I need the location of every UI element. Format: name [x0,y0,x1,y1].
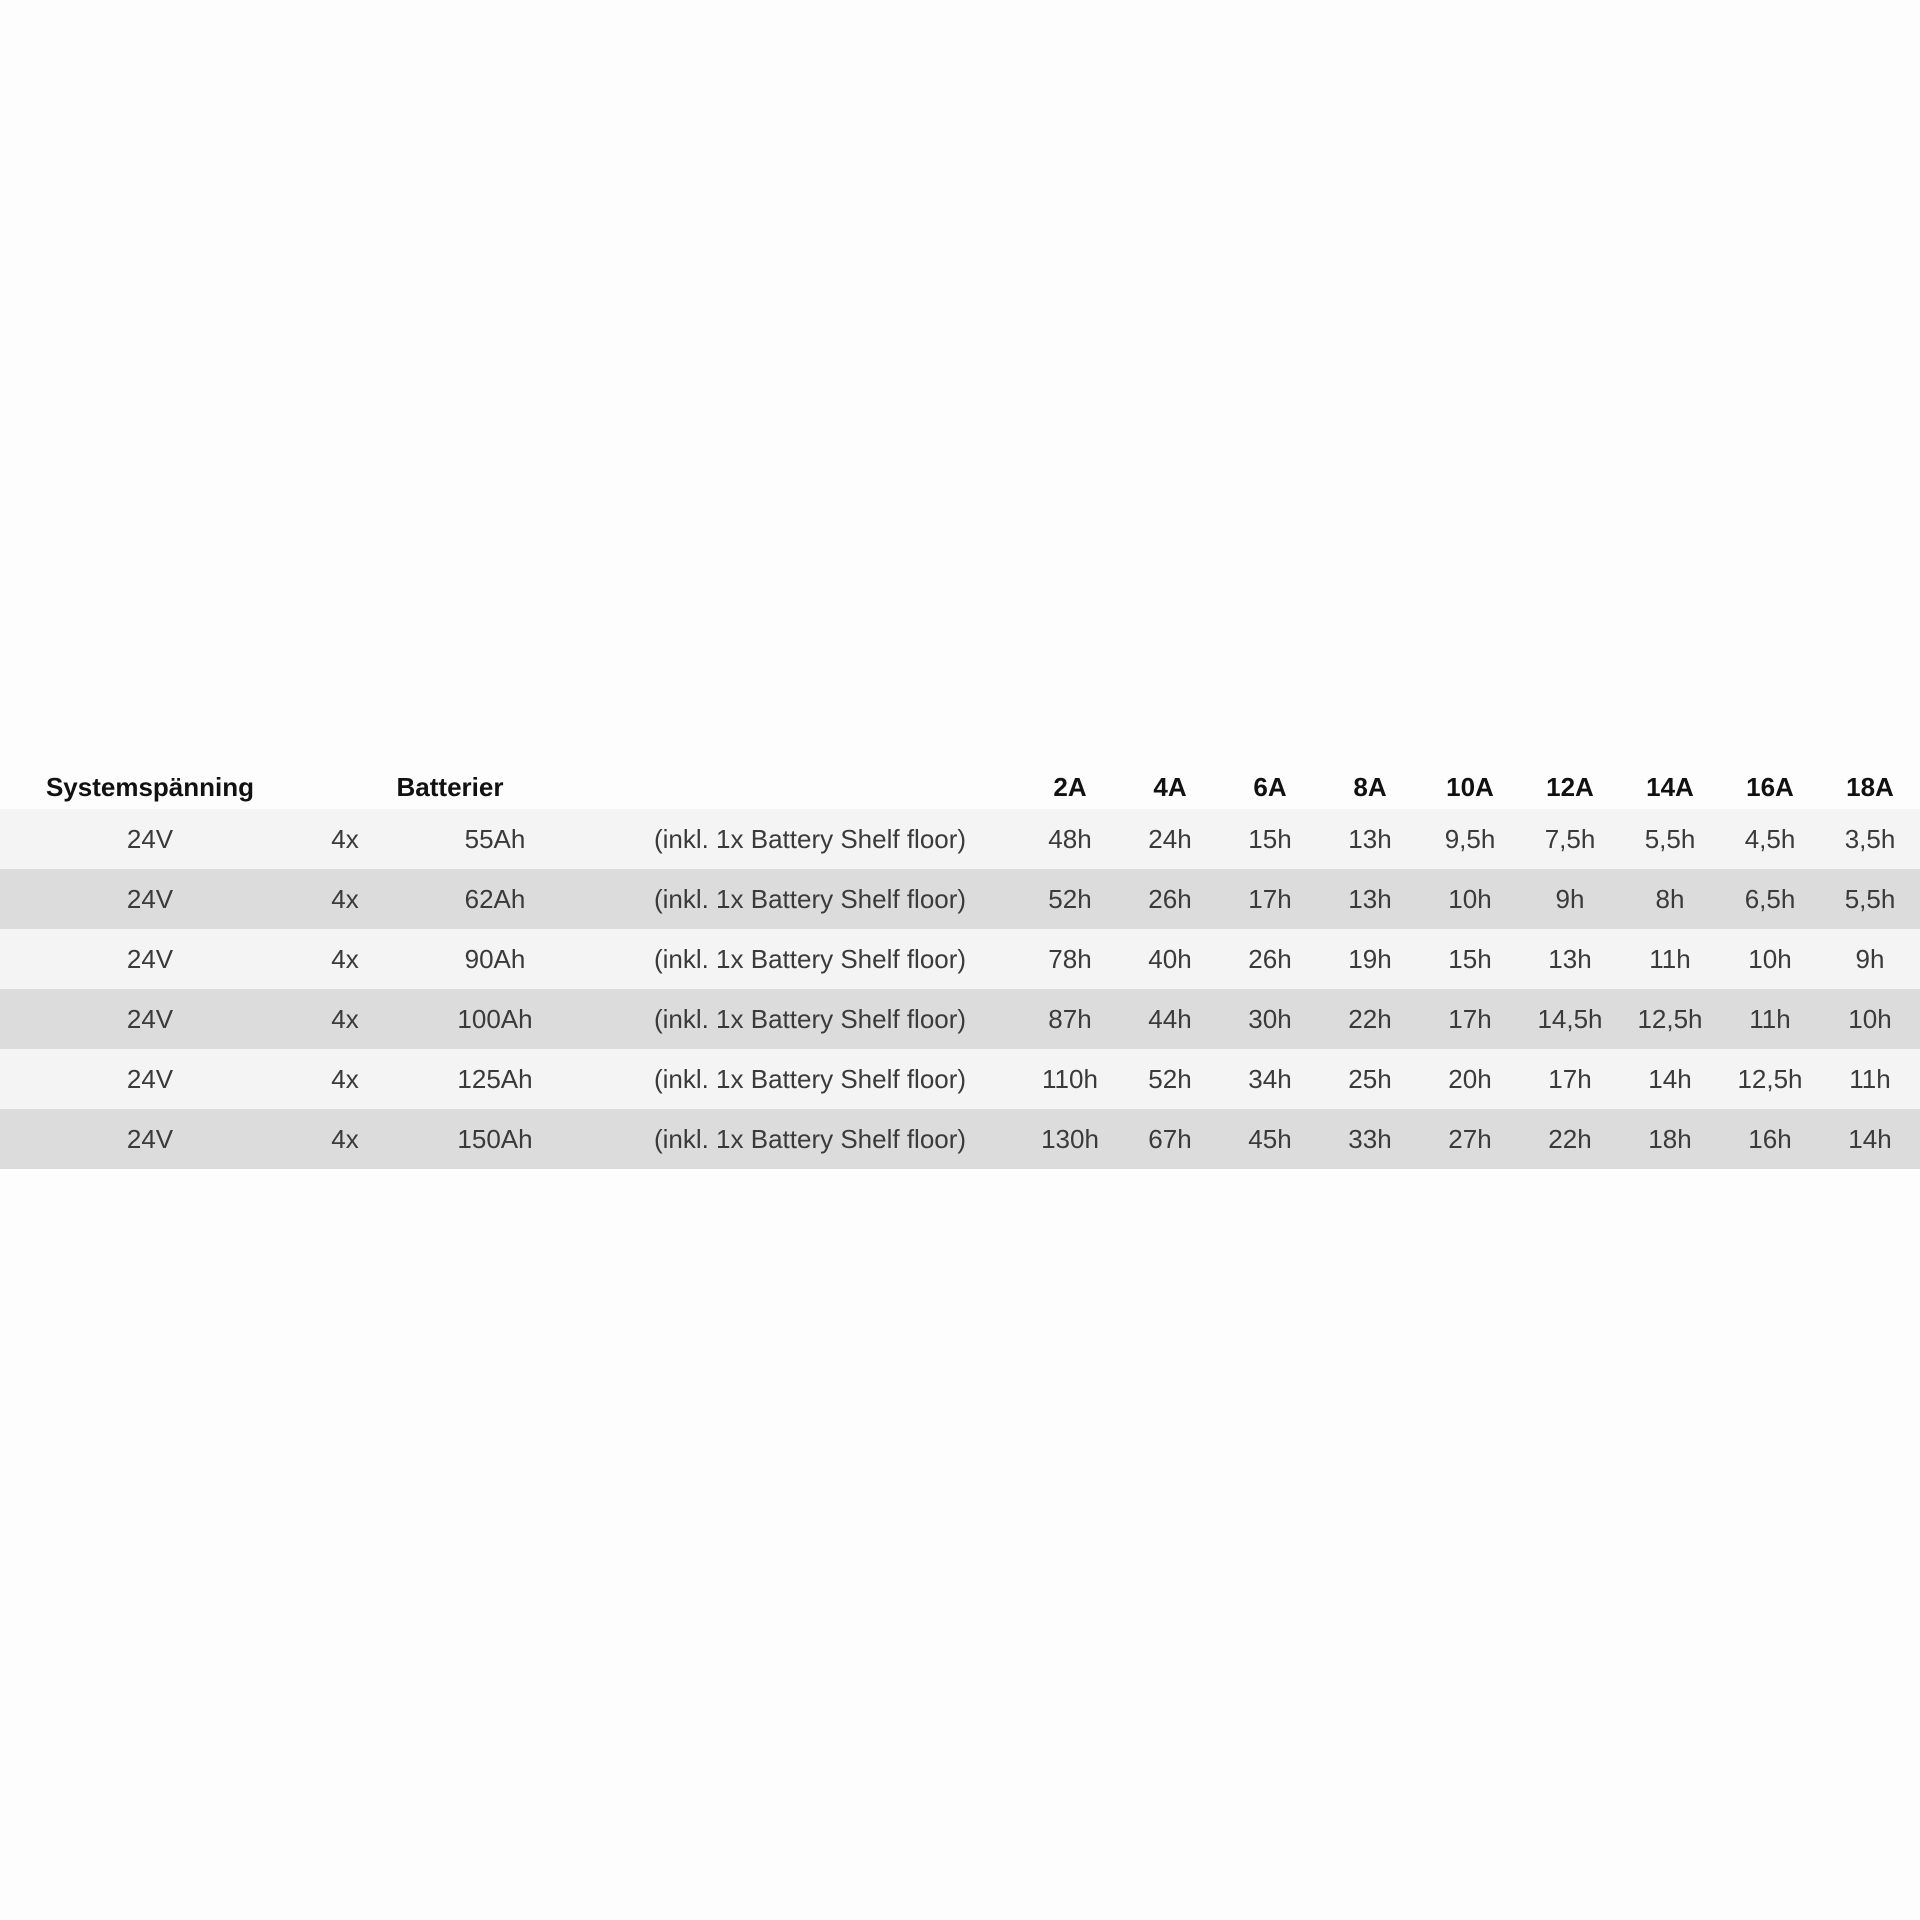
cell-runtime: 44h [1148,1003,1192,1034]
cell-runtime: 10h [1748,943,1792,974]
table-row [0,1049,1920,1109]
header-batteries: Batterier [396,772,504,802]
cell-battery-capacity: 125Ah [457,1063,533,1094]
cell-runtime: 26h [1148,883,1192,914]
cell-voltage: 24V [126,883,174,914]
cell-runtime: 13h [1348,883,1392,914]
cell-runtime: 7,5h [1544,823,1596,854]
header-current: 14A [1646,772,1694,802]
cell-runtime: 20h [1448,1063,1492,1094]
cell-runtime: 3,5h [1844,823,1896,854]
cell-runtime: 15h [1448,943,1492,974]
cell-runtime: 11h [1849,1063,1891,1094]
cell-runtime: 22h [1348,1003,1392,1034]
cell-battery-count: 4x [331,1063,359,1094]
cell-note: (inkl. 1x Battery Shelf floor) [653,943,967,974]
cell-runtime: 26h [1248,943,1292,974]
cell-battery-count: 4x [331,943,359,974]
header-current: 10A [1446,772,1494,802]
cell-runtime: 67h [1148,1123,1192,1154]
cell-voltage: 24V [126,1003,174,1034]
cell-runtime: 40h [1148,943,1192,974]
cell-runtime: 110h [1042,1063,1098,1094]
cell-runtime: 130h [1041,1123,1099,1154]
cell-runtime: 48h [1048,823,1092,854]
cell-runtime: 25h [1348,1063,1392,1094]
cell-runtime: 8h [1655,883,1685,914]
cell-battery-count: 4x [331,823,359,854]
cell-runtime: 24h [1148,823,1192,854]
cell-runtime: 5,5h [1844,883,1896,914]
cell-runtime: 9,5h [1444,823,1496,854]
cell-runtime: 87h [1048,1003,1092,1034]
header-current: 4A [1153,772,1187,802]
cell-battery-capacity: 90Ah [464,943,526,974]
cell-battery-capacity: 150Ah [457,1123,533,1154]
cell-battery-count: 4x [331,1003,359,1034]
cell-runtime: 14h [1648,1063,1692,1094]
header-system-voltage: Systemspänning [45,772,255,802]
cell-voltage: 24V [126,1063,174,1094]
cell-runtime: 19h [1348,943,1392,974]
cell-runtime: 30h [1248,1003,1292,1034]
table-body [0,809,1920,1169]
cell-runtime: 45h [1248,1123,1292,1154]
table-row [0,869,1920,929]
header-current: 8A [1353,772,1387,802]
cell-note: (inkl. 1x Battery Shelf floor) [653,1123,967,1154]
header-current: 2A [1053,772,1087,802]
cell-runtime: 14h [1848,1123,1892,1154]
cell-runtime: 13h [1348,823,1392,854]
header-current: 12A [1546,772,1594,802]
cell-battery-capacity: 62Ah [464,883,526,914]
cell-runtime: 10h [1448,883,1492,914]
cell-runtime: 17h [1548,1063,1592,1094]
cell-runtime: 11h [1649,943,1691,974]
cell-runtime: 52h [1048,883,1092,914]
table-row [0,989,1920,1049]
cell-runtime: 17h [1448,1003,1492,1034]
cell-runtime: 9h [1555,883,1585,914]
cell-voltage: 24V [126,943,174,974]
cell-runtime: 16h [1748,1123,1792,1154]
header-current: 16A [1746,772,1794,802]
cell-runtime: 11h [1749,1003,1791,1034]
cell-note: (inkl. 1x Battery Shelf floor) [653,1003,967,1034]
cell-runtime: 17h [1248,883,1292,914]
cell-runtime: 78h [1048,943,1092,974]
cell-runtime: 9h [1855,943,1885,974]
cell-note: (inkl. 1x Battery Shelf floor) [653,1063,967,1094]
cell-runtime: 12,5h [1737,1063,1803,1094]
cell-runtime: 6,5h [1744,883,1796,914]
cell-battery-count: 4x [331,1123,359,1154]
cell-runtime: 15h [1248,823,1292,854]
table-row [0,809,1920,869]
cell-runtime: 34h [1248,1063,1292,1094]
cell-voltage: 24V [126,823,174,854]
cell-runtime: 27h [1448,1123,1492,1154]
cell-battery-capacity: 100Ah [457,1003,533,1034]
cell-runtime: 14,5h [1537,1003,1603,1034]
cell-runtime: 52h [1148,1063,1192,1094]
header-current: 18A [1846,772,1894,802]
cell-runtime: 22h [1548,1123,1592,1154]
cell-runtime: 33h [1348,1123,1392,1154]
cell-battery-capacity: 55Ah [464,823,526,854]
cell-battery-count: 4x [331,883,359,914]
table-header-row [0,759,1920,809]
cell-runtime: 10h [1848,1003,1892,1034]
cell-runtime: 18h [1648,1123,1692,1154]
cell-voltage: 24V [126,1123,174,1154]
header-current: 6A [1253,772,1287,802]
cell-runtime: 4,5h [1744,823,1796,854]
runtime-table [0,759,1920,1169]
cell-runtime: 5,5h [1644,823,1696,854]
table-row [0,929,1920,989]
cell-runtime: 12,5h [1637,1003,1703,1034]
cell-runtime: 13h [1548,943,1592,974]
cell-note: (inkl. 1x Battery Shelf floor) [653,823,967,854]
table-row [0,1109,1920,1169]
cell-note: (inkl. 1x Battery Shelf floor) [653,883,967,914]
